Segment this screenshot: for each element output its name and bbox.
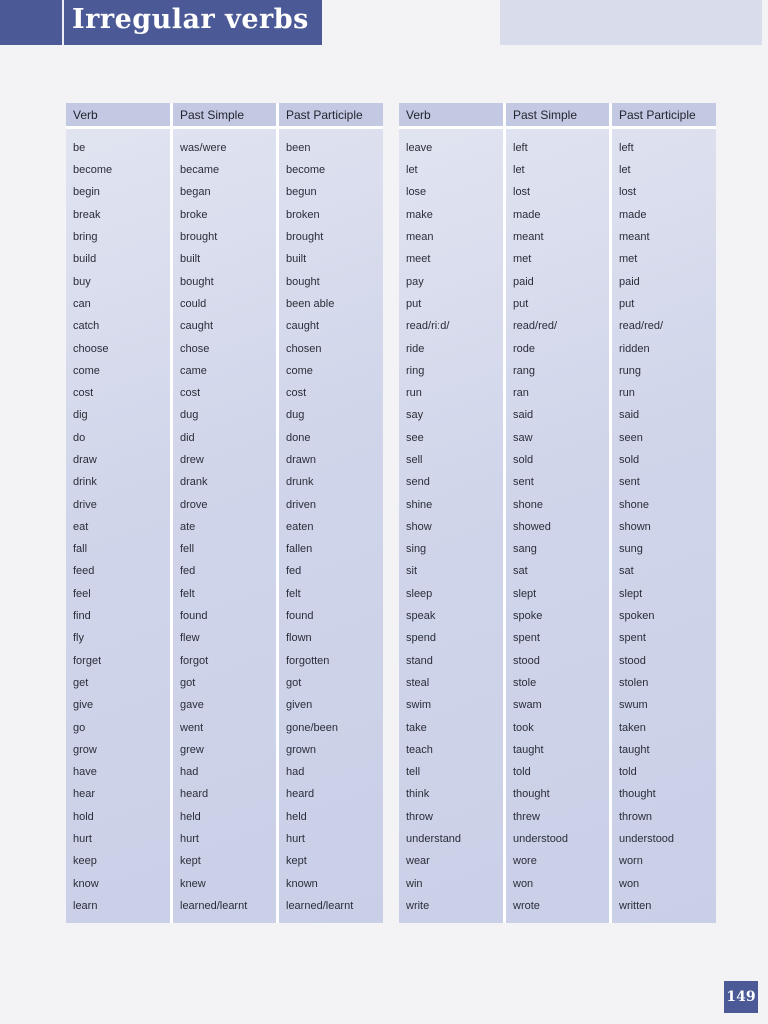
past-participle-cell: brought (276, 226, 383, 248)
past-participle-cell: had (276, 761, 383, 783)
past-participle-cell: grown (276, 739, 383, 761)
past-simple-cell: said (503, 404, 609, 426)
past-simple-cell: built (170, 248, 276, 270)
verb-cell: see (406, 431, 424, 444)
verb-cell: drink (73, 476, 97, 489)
past-simple-cell: forgot (170, 650, 276, 672)
verb-cell: meet (406, 253, 431, 266)
verb-cell: leave (406, 142, 433, 154)
past-simple-cell: brought (170, 226, 276, 248)
table-row (399, 538, 716, 560)
past-simple-cell: broke (170, 204, 276, 226)
background-banner (500, 0, 762, 45)
verb-cell: become (73, 164, 113, 177)
verb-cell: tell (406, 766, 421, 779)
past-participle-cell: made (609, 204, 716, 226)
past-participle-cell: spent (609, 627, 716, 649)
verb-cell: hold (73, 810, 94, 823)
verb-cell: make (406, 208, 433, 221)
past-simple-cell: stole (503, 672, 609, 694)
past-simple-cell: understood (503, 828, 609, 850)
past-participle-cell: bought (276, 270, 383, 292)
past-participle-cell: ridden (609, 337, 716, 359)
past-simple-cell: drew (170, 449, 276, 471)
verb-cell: ring (406, 364, 425, 377)
table-row (399, 337, 716, 359)
past-simple-cell: left (503, 129, 609, 159)
column-header-past-simple: Past Simple (503, 103, 609, 129)
past-simple-cell: began (170, 181, 276, 203)
past-simple-cell: could (170, 293, 276, 315)
page-number: 149 (724, 981, 758, 1013)
table-row (66, 783, 383, 805)
verb-cell: begin (73, 186, 100, 199)
past-simple-cell: wore (503, 850, 609, 872)
verb-cell: sing (406, 543, 427, 556)
table-row (399, 226, 716, 248)
verb-cell: win (406, 877, 423, 890)
table-row (66, 471, 383, 493)
past-participle-cell: learned/learnt (276, 895, 383, 923)
verb-cell: draw (73, 454, 97, 466)
past-simple-cell: kept (170, 850, 276, 872)
verb-cell: buy (73, 275, 91, 288)
past-participle-cell: been (276, 129, 383, 159)
verb-cell: shine (406, 498, 433, 511)
past-simple-cell: lost (503, 181, 609, 203)
verb-cell: spend (406, 632, 436, 645)
table-header-row (399, 103, 716, 129)
past-participle-cell: caught (276, 315, 383, 337)
past-simple-cell: saw (503, 427, 609, 449)
past-simple-cell: stood (503, 650, 609, 672)
verb-cell: be (73, 142, 86, 154)
verb-cell: give (73, 699, 94, 712)
past-participle-cell: become (276, 159, 383, 181)
verb-cell: cost (73, 387, 94, 400)
past-participle-cell: left (609, 129, 716, 159)
verb-cell: let (406, 164, 418, 177)
table-row (66, 873, 383, 895)
table-row (66, 538, 383, 560)
verb-cell: dig (73, 409, 88, 422)
verb-cell: catch (73, 320, 100, 333)
past-participle-cell: understood (609, 828, 716, 850)
table-row (66, 605, 383, 627)
table-row (66, 404, 383, 426)
table-row (399, 850, 716, 872)
verb-cell: keep (73, 855, 97, 868)
table-row (399, 293, 716, 315)
table-row (66, 248, 383, 270)
past-participle-cell: slept (609, 583, 716, 605)
table-body (66, 129, 383, 923)
past-participle-cell: driven (276, 493, 383, 515)
past-simple-cell: hurt (170, 828, 276, 850)
table-row (399, 382, 716, 404)
table-row (66, 382, 383, 404)
past-participle-cell: felt (276, 583, 383, 605)
past-participle-cell: drawn (276, 449, 383, 471)
past-simple-cell: caught (170, 315, 276, 337)
table-row (399, 650, 716, 672)
table-row (399, 716, 716, 738)
table-row (66, 716, 383, 738)
past-simple-cell: cost (170, 382, 276, 404)
past-participle-cell: shone (609, 493, 716, 515)
verb-cell: teach (406, 743, 433, 756)
past-participle-cell: got (276, 672, 383, 694)
table-row (66, 516, 383, 538)
table-row (66, 895, 383, 923)
table-row (399, 129, 716, 159)
past-simple-cell: swam (503, 694, 609, 716)
table-row (399, 627, 716, 649)
verb-cell: speak (406, 610, 436, 623)
past-participle-cell: eaten (276, 516, 383, 538)
verb-cell: sell (406, 454, 423, 466)
table-row (66, 293, 383, 315)
past-simple-cell: learned/learnt (170, 895, 276, 923)
column-header-past-participle: Past Participle (276, 103, 383, 129)
past-participle-cell: come (276, 360, 383, 382)
past-participle-cell: fed (276, 560, 383, 582)
past-simple-cell: felt (170, 583, 276, 605)
past-participle-cell: begun (276, 181, 383, 203)
verb-cell: go (73, 721, 86, 734)
past-simple-cell: meant (503, 226, 609, 248)
column-header-verb: Verb (66, 103, 170, 129)
past-participle-cell: sold (609, 449, 716, 471)
past-simple-cell: got (170, 672, 276, 694)
verb-cell: learn (73, 899, 98, 912)
past-simple-cell: grew (170, 739, 276, 761)
past-simple-cell: ran (503, 382, 609, 404)
verb-cell: get (73, 676, 89, 689)
verb-cell: throw (406, 810, 433, 823)
past-participle-cell: won (609, 873, 716, 895)
past-simple-cell: sat (503, 560, 609, 582)
table-row (399, 895, 716, 923)
table-row (399, 828, 716, 850)
past-simple-cell: became (170, 159, 276, 181)
past-simple-cell: slept (503, 583, 609, 605)
past-participle-cell: worn (609, 850, 716, 872)
past-participle-cell: thought (609, 783, 716, 805)
verb-cell: write (406, 899, 430, 912)
column-header-past-simple: Past Simple (170, 103, 276, 129)
past-simple-cell: told (503, 761, 609, 783)
verb-cell: know (73, 877, 99, 890)
table-row (399, 404, 716, 426)
past-simple-cell: sold (503, 449, 609, 471)
past-participle-cell: taken (609, 716, 716, 738)
table-row (399, 583, 716, 605)
table-row (399, 471, 716, 493)
past-simple-cell: rang (503, 360, 609, 382)
table-row (66, 270, 383, 292)
past-participle-cell: thrown (609, 806, 716, 828)
past-simple-cell: fell (170, 538, 276, 560)
verb-cell: come (73, 364, 100, 377)
verb-cell: choose (73, 342, 109, 355)
table-row (66, 493, 383, 515)
past-simple-cell: spent (503, 627, 609, 649)
table-row (66, 226, 383, 248)
verb-cell: think (406, 788, 430, 801)
past-simple-cell: found (170, 605, 276, 627)
verb-cell: send (406, 476, 430, 489)
column-header-verb: Verb (399, 103, 503, 129)
past-simple-cell: shone (503, 493, 609, 515)
table-row (66, 360, 383, 382)
past-participle-cell: heard (276, 783, 383, 805)
past-simple-cell: showed (503, 516, 609, 538)
table-body (399, 129, 716, 923)
verb-cell: find (73, 610, 91, 623)
past-participle-cell: flown (276, 627, 383, 649)
table-row (66, 449, 383, 471)
past-participle-cell: held (276, 806, 383, 828)
past-simple-cell: took (503, 716, 609, 738)
past-simple-cell: put (503, 293, 609, 315)
table-row (66, 650, 383, 672)
verb-cell: show (406, 520, 432, 533)
past-participle-cell: paid (609, 270, 716, 292)
table-row (66, 315, 383, 337)
past-participle-cell: meant (609, 226, 716, 248)
table-row (399, 493, 716, 515)
table-row (399, 516, 716, 538)
past-participle-cell: read/red/ (609, 315, 716, 337)
verb-cell: sit (406, 565, 417, 578)
past-participle-cell: taught (609, 739, 716, 761)
verb-cell: drive (73, 498, 97, 511)
past-simple-cell: bought (170, 270, 276, 292)
past-participle-cell: lost (609, 181, 716, 203)
past-participle-cell: swum (609, 694, 716, 716)
table-row (66, 204, 383, 226)
past-simple-cell: drank (170, 471, 276, 493)
past-simple-cell: spoke (503, 605, 609, 627)
verb-cell: have (73, 766, 97, 779)
verb-cell: say (406, 409, 424, 422)
past-simple-cell: came (170, 360, 276, 382)
past-participle-cell: found (276, 605, 383, 627)
past-simple-cell: flew (170, 627, 276, 649)
past-simple-cell: was/were (170, 129, 276, 159)
past-simple-cell: chose (170, 337, 276, 359)
table-row (66, 694, 383, 716)
past-simple-cell: let (503, 159, 609, 181)
table-row (66, 806, 383, 828)
past-participle-cell: seen (609, 427, 716, 449)
past-simple-cell: ate (170, 516, 276, 538)
past-participle-cell: told (609, 761, 716, 783)
table-row (66, 828, 383, 850)
past-simple-cell: went (170, 716, 276, 738)
past-simple-cell: sang (503, 538, 609, 560)
verb-cell: read/riːd/ (406, 320, 450, 333)
past-participle-cell: kept (276, 850, 383, 872)
table-row (399, 270, 716, 292)
table-row (66, 337, 383, 359)
table-row (399, 605, 716, 627)
verb-cell: lose (406, 186, 427, 199)
verb-cell: take (406, 721, 427, 734)
past-participle-cell: known (276, 873, 383, 895)
past-simple-cell: met (503, 248, 609, 270)
past-participle-cell: chosen (276, 337, 383, 359)
past-participle-cell: hurt (276, 828, 383, 850)
past-participle-cell: given (276, 694, 383, 716)
verb-cell: mean (406, 231, 434, 244)
past-simple-cell: made (503, 204, 609, 226)
past-simple-cell: read/red/ (503, 315, 609, 337)
verb-table-left (66, 103, 383, 923)
verb-cell: stand (406, 654, 433, 667)
verb-cell: ride (406, 342, 425, 355)
past-participle-cell: built (276, 248, 383, 270)
verb-cell: fall (73, 543, 88, 556)
past-simple-cell: had (170, 761, 276, 783)
table-row (66, 850, 383, 872)
verb-cell: wear (406, 855, 430, 868)
past-simple-cell: knew (170, 873, 276, 895)
title-stripe (62, 0, 64, 45)
verb-cell: fly (73, 632, 84, 645)
past-participle-cell: rung (609, 360, 716, 382)
verb-cell: do (73, 431, 86, 444)
table-row (399, 739, 716, 761)
past-participle-cell: sat (609, 560, 716, 582)
table-row (399, 449, 716, 471)
verb-cell: swim (406, 699, 432, 712)
past-simple-cell: threw (503, 806, 609, 828)
past-simple-cell: rode (503, 337, 609, 359)
column-header-past-participle: Past Participle (609, 103, 716, 129)
verb-cell: build (73, 253, 97, 266)
table-row (399, 694, 716, 716)
verb-cell: feel (73, 587, 91, 600)
table-row (399, 672, 716, 694)
past-simple-cell: paid (503, 270, 609, 292)
table-row (66, 739, 383, 761)
table-row (66, 129, 383, 159)
table-row (399, 427, 716, 449)
table-row (399, 315, 716, 337)
verb-cell: can (73, 297, 91, 310)
verb-cell: pay (406, 275, 424, 288)
verb-cell: steal (406, 676, 430, 689)
past-participle-cell: run (609, 382, 716, 404)
verb-table-right (399, 103, 716, 923)
verb-cell: feed (73, 565, 95, 578)
past-simple-cell: gave (170, 694, 276, 716)
past-participle-cell: sung (609, 538, 716, 560)
past-participle-cell: stood (609, 650, 716, 672)
past-participle-cell: sent (609, 471, 716, 493)
past-participle-cell: forgotten (276, 650, 383, 672)
past-simple-cell: drove (170, 493, 276, 515)
table-row (399, 181, 716, 203)
table-row (66, 761, 383, 783)
past-participle-cell: dug (276, 404, 383, 426)
table-row (66, 627, 383, 649)
verb-cell: break (73, 208, 101, 221)
past-participle-cell: stolen (609, 672, 716, 694)
past-simple-cell: wrote (503, 895, 609, 923)
past-participle-cell: put (609, 293, 716, 315)
table-row (399, 806, 716, 828)
past-simple-cell: heard (170, 783, 276, 805)
past-simple-cell: thought (503, 783, 609, 805)
table-row (399, 204, 716, 226)
verb-cell: forget (73, 654, 102, 667)
past-participle-cell: been able (276, 293, 383, 315)
past-participle-cell: done (276, 427, 383, 449)
verb-cell: eat (73, 520, 89, 533)
past-participle-cell: met (609, 248, 716, 270)
past-participle-cell: gone/been (276, 716, 383, 738)
verb-cell: sleep (406, 587, 433, 600)
past-participle-cell: cost (276, 382, 383, 404)
table-row (399, 761, 716, 783)
past-simple-cell: fed (170, 560, 276, 582)
table-row (399, 159, 716, 181)
past-participle-cell: spoken (609, 605, 716, 627)
past-participle-cell: broken (276, 204, 383, 226)
verb-cell: bring (73, 231, 98, 244)
past-simple-cell: dug (170, 404, 276, 426)
past-simple-cell: held (170, 806, 276, 828)
past-participle-cell: drunk (276, 471, 383, 493)
verb-cell: run (406, 387, 422, 400)
verb-cell: hurt (73, 833, 92, 846)
past-participle-cell: fallen (276, 538, 383, 560)
table-row (399, 560, 716, 582)
table-row (66, 427, 383, 449)
past-simple-cell: taught (503, 739, 609, 761)
table-row (66, 560, 383, 582)
table-header-row (66, 103, 383, 129)
verb-cell: hear (73, 788, 96, 801)
past-simple-cell: sent (503, 471, 609, 493)
past-simple-cell: did (170, 427, 276, 449)
page-title: Irregular verbs (72, 4, 309, 35)
table-row (66, 181, 383, 203)
table-row (399, 783, 716, 805)
past-participle-cell: let (609, 159, 716, 181)
table-row (66, 159, 383, 181)
table-row (66, 672, 383, 694)
past-simple-cell: won (503, 873, 609, 895)
table-row (399, 360, 716, 382)
verb-cell: put (406, 297, 422, 310)
past-participle-cell: written (609, 895, 716, 923)
title-banner (0, 0, 322, 45)
verb-cell: grow (73, 743, 97, 756)
table-row (399, 248, 716, 270)
past-participle-cell: shown (609, 516, 716, 538)
past-participle-cell: said (609, 404, 716, 426)
verb-cell: understand (406, 833, 462, 846)
table-row (399, 873, 716, 895)
table-row (66, 583, 383, 605)
